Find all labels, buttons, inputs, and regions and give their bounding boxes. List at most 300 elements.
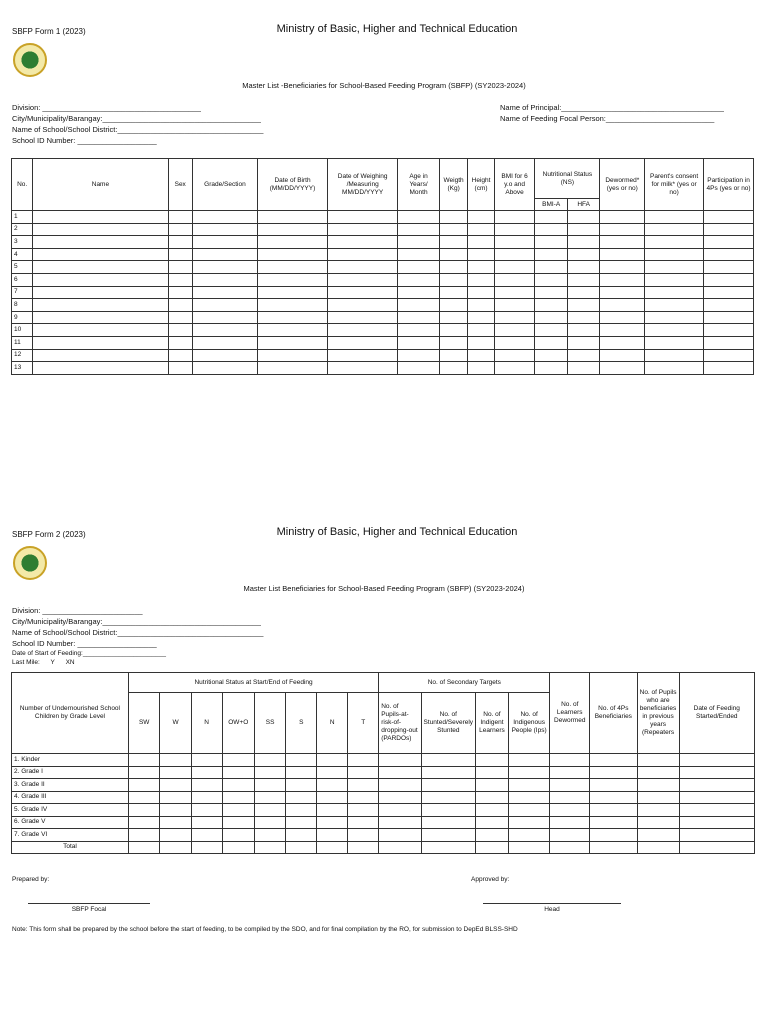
table-cell[interactable]	[567, 311, 600, 324]
table-cell[interactable]	[637, 816, 679, 829]
table-cell[interactable]	[645, 211, 704, 224]
table-cell[interactable]	[535, 248, 568, 261]
table-cell[interactable]	[637, 791, 679, 804]
table-cell[interactable]	[286, 779, 317, 792]
table-cell[interactable]	[328, 286, 398, 299]
table-cell[interactable]	[222, 816, 254, 829]
table-cell[interactable]	[421, 779, 476, 792]
table-cell[interactable]	[128, 841, 160, 854]
table-cell[interactable]	[476, 754, 509, 767]
table-cell[interactable]	[645, 248, 704, 261]
table-cell[interactable]	[679, 791, 754, 804]
table-cell[interactable]	[421, 754, 476, 767]
table-cell[interactable]	[192, 324, 257, 337]
table-cell[interactable]	[494, 236, 535, 249]
table-cell[interactable]	[567, 324, 600, 337]
table-cell[interactable]	[328, 324, 398, 337]
table-cell[interactable]	[439, 248, 467, 261]
table-cell[interactable]	[286, 816, 317, 829]
table-cell[interactable]	[600, 261, 645, 274]
table-cell[interactable]	[535, 311, 568, 324]
table-cell[interactable]	[168, 261, 192, 274]
table-cell[interactable]	[494, 336, 535, 349]
table-cell[interactable]	[160, 754, 191, 767]
table-cell[interactable]	[567, 261, 600, 274]
table-cell[interactable]	[257, 336, 327, 349]
table-cell[interactable]	[645, 223, 704, 236]
table-cell[interactable]	[192, 261, 257, 274]
table-cell[interactable]	[590, 841, 638, 854]
table-cell[interactable]	[590, 766, 638, 779]
table-cell[interactable]	[33, 261, 168, 274]
table-cell[interactable]	[348, 804, 379, 817]
table-cell[interactable]	[317, 766, 348, 779]
table-cell[interactable]	[704, 349, 754, 362]
table-cell[interactable]	[550, 766, 590, 779]
table-cell[interactable]	[468, 299, 494, 312]
table-cell[interactable]	[168, 236, 192, 249]
approved-signature-line[interactable]	[483, 903, 621, 904]
table-cell[interactable]	[637, 829, 679, 842]
table-cell[interactable]	[398, 248, 440, 261]
table-cell[interactable]	[317, 804, 348, 817]
table-cell[interactable]	[508, 841, 550, 854]
table-cell[interactable]	[590, 779, 638, 792]
table-cell[interactable]	[494, 349, 535, 362]
table-cell[interactable]	[494, 273, 535, 286]
table-cell[interactable]	[33, 236, 168, 249]
table-cell[interactable]	[567, 349, 600, 362]
table-cell[interactable]	[254, 766, 285, 779]
table-cell[interactable]	[494, 311, 535, 324]
table-cell[interactable]	[257, 299, 327, 312]
table-cell[interactable]	[168, 324, 192, 337]
table-cell[interactable]	[439, 223, 467, 236]
table-cell[interactable]	[439, 299, 467, 312]
table-cell[interactable]	[191, 754, 222, 767]
table-cell[interactable]	[257, 248, 327, 261]
table-cell[interactable]	[317, 829, 348, 842]
table-cell[interactable]	[600, 299, 645, 312]
table-cell[interactable]	[348, 841, 379, 854]
table-cell[interactable]	[328, 223, 398, 236]
table-cell[interactable]	[590, 791, 638, 804]
table-cell[interactable]	[398, 362, 440, 375]
table-cell[interactable]	[160, 779, 191, 792]
table-cell[interactable]	[645, 362, 704, 375]
table-cell[interactable]	[567, 248, 600, 261]
table-cell[interactable]	[508, 754, 550, 767]
table-cell[interactable]	[567, 223, 600, 236]
table-cell[interactable]	[567, 211, 600, 224]
table-cell[interactable]	[192, 248, 257, 261]
table-cell[interactable]	[254, 791, 285, 804]
table-cell[interactable]	[494, 248, 535, 261]
table-cell[interactable]	[286, 829, 317, 842]
table-cell[interactable]	[160, 791, 191, 804]
school-id-field[interactable]: School ID Number: ___________________	[12, 639, 157, 648]
table-cell[interactable]	[128, 754, 160, 767]
last-mile-field[interactable]: Last Mile: Y XN	[12, 659, 75, 666]
table-cell[interactable]	[33, 223, 168, 236]
table-cell[interactable]	[398, 211, 440, 224]
school-name-field[interactable]: Name of School/School District:___________________________________	[12, 125, 264, 134]
table-cell[interactable]	[567, 336, 600, 349]
table-cell[interactable]	[328, 261, 398, 274]
table-cell[interactable]	[192, 349, 257, 362]
table-cell[interactable]	[494, 299, 535, 312]
table-cell[interactable]	[421, 804, 476, 817]
table-cell[interactable]	[567, 273, 600, 286]
table-cell[interactable]	[590, 804, 638, 817]
table-cell[interactable]	[398, 261, 440, 274]
table-cell[interactable]	[192, 223, 257, 236]
table-cell[interactable]	[398, 223, 440, 236]
table-cell[interactable]	[508, 829, 550, 842]
table-cell[interactable]	[468, 236, 494, 249]
table-cell[interactable]	[645, 261, 704, 274]
table-cell[interactable]	[317, 754, 348, 767]
table-cell[interactable]	[257, 211, 327, 224]
table-cell[interactable]	[128, 766, 160, 779]
table-cell[interactable]	[191, 791, 222, 804]
table-cell[interactable]	[222, 791, 254, 804]
table-cell[interactable]	[257, 286, 327, 299]
focal-person-field[interactable]: Name of Feeding Focal Person:__________________________	[500, 114, 715, 123]
table-cell[interactable]	[222, 829, 254, 842]
table-cell[interactable]	[508, 816, 550, 829]
school-name-field[interactable]: Name of School/School District:___________________________________	[12, 628, 264, 637]
table-cell[interactable]	[257, 261, 327, 274]
table-cell[interactable]	[398, 273, 440, 286]
table-cell[interactable]	[328, 349, 398, 362]
table-cell[interactable]	[508, 779, 550, 792]
table-cell[interactable]	[704, 299, 754, 312]
table-cell[interactable]	[494, 223, 535, 236]
table-cell[interactable]	[476, 841, 509, 854]
table-cell[interactable]	[328, 211, 398, 224]
table-cell[interactable]	[398, 236, 440, 249]
table-cell[interactable]	[33, 211, 168, 224]
table-cell[interactable]	[439, 362, 467, 375]
table-cell[interactable]	[704, 336, 754, 349]
table-cell[interactable]	[317, 779, 348, 792]
table-cell[interactable]	[192, 236, 257, 249]
table-cell[interactable]	[468, 211, 494, 224]
table-cell[interactable]	[468, 223, 494, 236]
table-cell[interactable]	[328, 236, 398, 249]
table-cell[interactable]	[468, 362, 494, 375]
table-cell[interactable]	[317, 816, 348, 829]
division-field[interactable]: Division: ______________________________________	[12, 103, 201, 112]
table-cell[interactable]	[379, 841, 421, 854]
school-id-field[interactable]: School ID Number: ___________________	[12, 136, 157, 145]
table-cell[interactable]	[398, 336, 440, 349]
table-cell[interactable]	[257, 236, 327, 249]
table-cell[interactable]	[254, 754, 285, 767]
table-cell[interactable]	[637, 841, 679, 854]
table-cell[interactable]	[494, 211, 535, 224]
table-cell[interactable]	[128, 791, 160, 804]
table-cell[interactable]	[191, 766, 222, 779]
table-cell[interactable]	[168, 349, 192, 362]
table-cell[interactable]	[704, 261, 754, 274]
table-cell[interactable]	[550, 791, 590, 804]
table-cell[interactable]	[254, 829, 285, 842]
table-cell[interactable]	[168, 273, 192, 286]
table-cell[interactable]	[192, 336, 257, 349]
table-cell[interactable]	[600, 273, 645, 286]
table-cell[interactable]	[468, 336, 494, 349]
table-cell[interactable]	[535, 349, 568, 362]
table-cell[interactable]	[550, 829, 590, 842]
table-cell[interactable]	[704, 273, 754, 286]
table-cell[interactable]	[645, 236, 704, 249]
table-cell[interactable]	[494, 286, 535, 299]
table-cell[interactable]	[398, 349, 440, 362]
city-field[interactable]: City/Municipality/Barangay:______________________________________	[12, 114, 261, 123]
table-cell[interactable]	[439, 261, 467, 274]
table-cell[interactable]	[645, 349, 704, 362]
table-cell[interactable]	[567, 286, 600, 299]
table-cell[interactable]	[550, 816, 590, 829]
table-cell[interactable]	[494, 362, 535, 375]
table-cell[interactable]	[257, 273, 327, 286]
table-cell[interactable]	[160, 766, 191, 779]
table-cell[interactable]	[637, 779, 679, 792]
table-cell[interactable]	[468, 311, 494, 324]
table-cell[interactable]	[128, 829, 160, 842]
table-cell[interactable]	[535, 336, 568, 349]
table-cell[interactable]	[286, 791, 317, 804]
table-cell[interactable]	[168, 211, 192, 224]
table-cell[interactable]	[637, 766, 679, 779]
table-cell[interactable]	[348, 816, 379, 829]
principal-field[interactable]: Name of Principal:_______________________________________	[500, 103, 724, 112]
table-cell[interactable]	[222, 804, 254, 817]
table-cell[interactable]	[421, 791, 476, 804]
table-cell[interactable]	[33, 362, 168, 375]
table-cell[interactable]	[379, 829, 421, 842]
table-cell[interactable]	[567, 299, 600, 312]
table-cell[interactable]	[439, 324, 467, 337]
table-cell[interactable]	[191, 804, 222, 817]
table-cell[interactable]	[679, 829, 754, 842]
table-cell[interactable]	[637, 754, 679, 767]
table-cell[interactable]	[168, 286, 192, 299]
table-cell[interactable]	[508, 804, 550, 817]
table-cell[interactable]	[535, 286, 568, 299]
table-cell[interactable]	[600, 362, 645, 375]
table-cell[interactable]	[645, 336, 704, 349]
table-cell[interactable]	[33, 336, 168, 349]
table-cell[interactable]	[317, 841, 348, 854]
table-cell[interactable]	[439, 336, 467, 349]
table-cell[interactable]	[439, 286, 467, 299]
table-cell[interactable]	[168, 362, 192, 375]
table-cell[interactable]	[550, 779, 590, 792]
table-cell[interactable]	[590, 754, 638, 767]
table-cell[interactable]	[494, 324, 535, 337]
table-cell[interactable]	[33, 324, 168, 337]
table-cell[interactable]	[468, 273, 494, 286]
table-cell[interactable]	[348, 754, 379, 767]
table-cell[interactable]	[679, 766, 754, 779]
table-cell[interactable]	[257, 349, 327, 362]
table-cell[interactable]	[704, 211, 754, 224]
table-cell[interactable]	[348, 766, 379, 779]
table-cell[interactable]	[476, 779, 509, 792]
table-cell[interactable]	[379, 754, 421, 767]
table-cell[interactable]	[508, 766, 550, 779]
table-cell[interactable]	[679, 754, 754, 767]
table-cell[interactable]	[550, 754, 590, 767]
table-cell[interactable]	[439, 273, 467, 286]
table-cell[interactable]	[494, 261, 535, 274]
table-cell[interactable]	[379, 804, 421, 817]
table-cell[interactable]	[679, 816, 754, 829]
table-cell[interactable]	[192, 311, 257, 324]
table-cell[interactable]	[600, 336, 645, 349]
table-cell[interactable]	[468, 349, 494, 362]
table-cell[interactable]	[192, 211, 257, 224]
table-cell[interactable]	[192, 273, 257, 286]
table-cell[interactable]	[192, 362, 257, 375]
table-cell[interactable]	[254, 841, 285, 854]
table-cell[interactable]	[704, 236, 754, 249]
table-cell[interactable]	[535, 324, 568, 337]
division-field[interactable]: Division: ________________________	[12, 606, 143, 615]
table-cell[interactable]	[254, 779, 285, 792]
table-cell[interactable]	[439, 349, 467, 362]
table-cell[interactable]	[421, 766, 476, 779]
table-cell[interactable]	[257, 362, 327, 375]
table-cell[interactable]	[421, 816, 476, 829]
table-cell[interactable]	[590, 816, 638, 829]
table-cell[interactable]	[704, 311, 754, 324]
table-cell[interactable]	[704, 362, 754, 375]
table-cell[interactable]	[535, 236, 568, 249]
table-cell[interactable]	[476, 816, 509, 829]
table-cell[interactable]	[535, 299, 568, 312]
table-cell[interactable]	[128, 779, 160, 792]
table-cell[interactable]	[192, 299, 257, 312]
table-cell[interactable]	[476, 804, 509, 817]
prepared-signature-line[interactable]	[28, 903, 150, 904]
table-cell[interactable]	[600, 236, 645, 249]
table-cell[interactable]	[222, 841, 254, 854]
table-cell[interactable]	[600, 223, 645, 236]
table-cell[interactable]	[168, 299, 192, 312]
table-cell[interactable]	[439, 236, 467, 249]
table-cell[interactable]	[535, 362, 568, 375]
table-cell[interactable]	[704, 248, 754, 261]
table-cell[interactable]	[468, 324, 494, 337]
table-cell[interactable]	[600, 311, 645, 324]
table-cell[interactable]	[704, 286, 754, 299]
table-cell[interactable]	[550, 804, 590, 817]
table-cell[interactable]	[254, 804, 285, 817]
table-cell[interactable]	[168, 336, 192, 349]
table-cell[interactable]	[645, 286, 704, 299]
table-cell[interactable]	[33, 349, 168, 362]
table-cell[interactable]	[191, 829, 222, 842]
table-cell[interactable]	[317, 791, 348, 804]
table-cell[interactable]	[191, 779, 222, 792]
table-cell[interactable]	[328, 336, 398, 349]
table-cell[interactable]	[33, 311, 168, 324]
table-cell[interactable]	[160, 804, 191, 817]
table-cell[interactable]	[33, 286, 168, 299]
table-cell[interactable]	[637, 804, 679, 817]
table-cell[interactable]	[679, 804, 754, 817]
table-cell[interactable]	[348, 791, 379, 804]
table-cell[interactable]	[590, 829, 638, 842]
table-cell[interactable]	[168, 223, 192, 236]
table-cell[interactable]	[398, 286, 440, 299]
table-cell[interactable]	[128, 816, 160, 829]
table-cell[interactable]	[254, 816, 285, 829]
table-cell[interactable]	[128, 804, 160, 817]
table-cell[interactable]	[704, 324, 754, 337]
table-cell[interactable]	[645, 324, 704, 337]
table-cell[interactable]	[328, 273, 398, 286]
table-cell[interactable]	[222, 779, 254, 792]
table-cell[interactable]	[535, 261, 568, 274]
table-cell[interactable]	[286, 804, 317, 817]
table-cell[interactable]	[348, 829, 379, 842]
table-cell[interactable]	[379, 816, 421, 829]
table-cell[interactable]	[600, 286, 645, 299]
table-cell[interactable]	[286, 754, 317, 767]
table-cell[interactable]	[550, 841, 590, 854]
table-cell[interactable]	[328, 311, 398, 324]
city-field[interactable]: City/Municipality/Barangay:______________________________________	[12, 617, 261, 626]
table-cell[interactable]	[160, 841, 191, 854]
table-cell[interactable]	[222, 754, 254, 767]
table-cell[interactable]	[535, 223, 568, 236]
table-cell[interactable]	[328, 362, 398, 375]
table-cell[interactable]	[348, 779, 379, 792]
table-cell[interactable]	[439, 311, 467, 324]
table-cell[interactable]	[645, 273, 704, 286]
table-cell[interactable]	[600, 324, 645, 337]
table-cell[interactable]	[398, 311, 440, 324]
table-cell[interactable]	[168, 248, 192, 261]
table-cell[interactable]	[535, 211, 568, 224]
table-cell[interactable]	[468, 286, 494, 299]
table-cell[interactable]	[379, 791, 421, 804]
table-cell[interactable]	[33, 299, 168, 312]
table-cell[interactable]	[257, 324, 327, 337]
table-cell[interactable]	[192, 286, 257, 299]
table-cell[interactable]	[328, 248, 398, 261]
table-cell[interactable]	[468, 248, 494, 261]
table-cell[interactable]	[379, 766, 421, 779]
table-cell[interactable]	[421, 829, 476, 842]
table-cell[interactable]	[476, 791, 509, 804]
table-cell[interactable]	[398, 299, 440, 312]
table-cell[interactable]	[222, 766, 254, 779]
table-cell[interactable]	[421, 841, 476, 854]
table-cell[interactable]	[476, 766, 509, 779]
table-cell[interactable]	[286, 766, 317, 779]
table-cell[interactable]	[398, 324, 440, 337]
table-cell[interactable]	[160, 816, 191, 829]
table-cell[interactable]	[328, 299, 398, 312]
table-cell[interactable]	[645, 299, 704, 312]
table-cell[interactable]	[508, 791, 550, 804]
